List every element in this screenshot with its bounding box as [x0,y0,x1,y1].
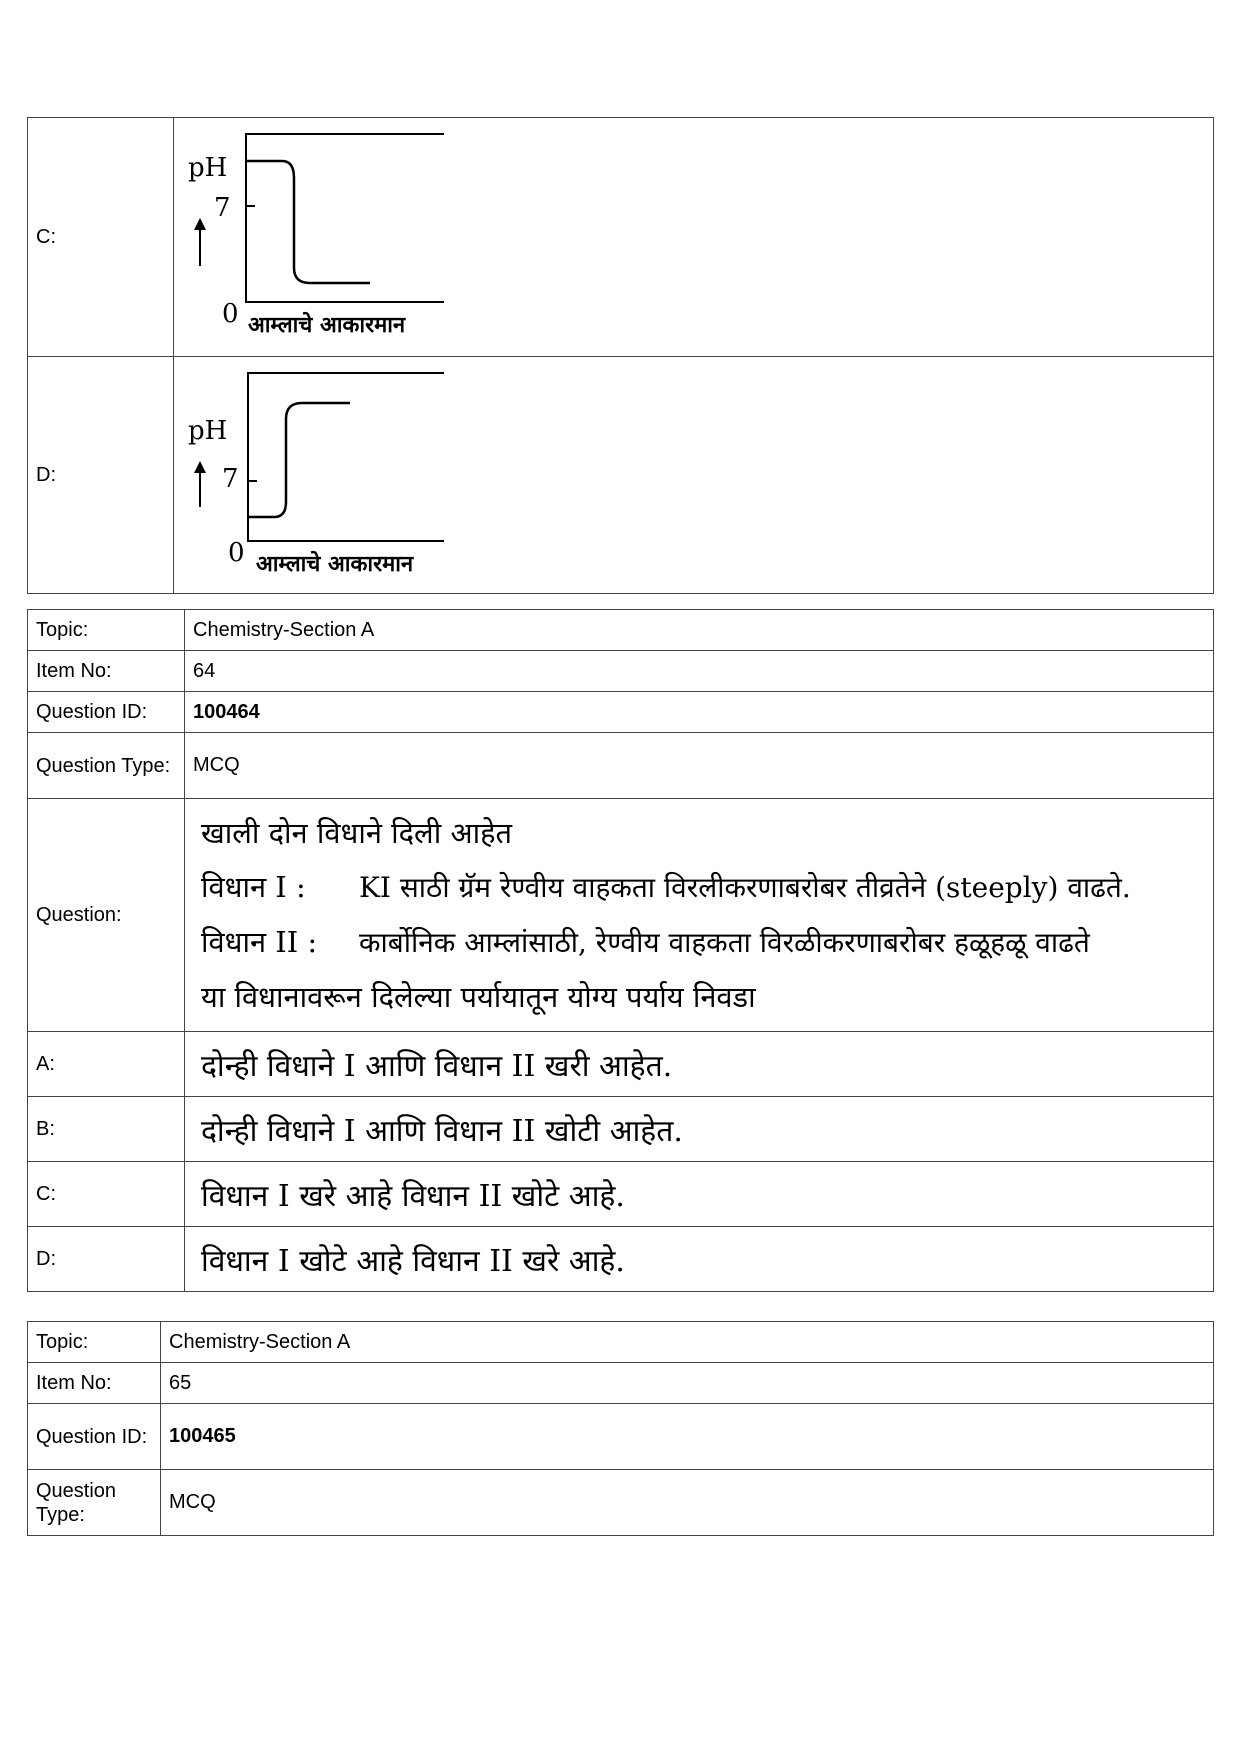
option-row [28,1227,1214,1292]
item-row [28,1363,1214,1404]
question-row [28,799,1214,1032]
ph-graph-increasing [174,357,444,587]
item-label: Item No: [28,1363,161,1404]
graph-options-table [27,117,1214,594]
graph-option-row [28,357,1214,594]
topic-value: Chemistry-Section A [185,610,1214,651]
statement-2-head: विधान II : [201,925,318,959]
option-label: A: [28,1032,185,1097]
question-type-label: Question Type: [28,1470,161,1536]
option-label: C: [28,118,174,357]
y-axis-label: pH [188,416,228,446]
graph-cell [174,357,1214,594]
option-text: विधान I खरे आहे विधान II खोटे आहे. [185,1162,1214,1227]
graph-frame [246,134,444,302]
question-id-row [28,692,1214,733]
item-row [28,651,1214,692]
x-axis-label: आम्लाचे आकारमान [248,312,406,338]
question-type-row [28,1470,1214,1536]
origin-label: 0 [222,299,239,329]
question-id-row [28,1404,1214,1470]
option-label: C: [28,1162,185,1227]
topic-value: Chemistry-Section A [161,1322,1214,1363]
item-value: 64 [185,651,1214,692]
option-row [28,1032,1214,1097]
question-intro: खाली दोन विधाने दिली आहेत [201,816,513,850]
item-label: Item No: [28,651,185,692]
question-type-value: MCQ [161,1470,1214,1536]
statement-2 [193,915,1205,970]
option-label: B: [28,1097,185,1162]
question-id-label: Question ID: [28,692,185,733]
question-64-table [27,609,1214,1292]
y-tick-label: 7 [222,464,239,494]
option-text: दोन्ही विधाने I आणि विधान II खरी आहेत. [185,1032,1214,1097]
question-id-value: 100464 [185,692,1214,733]
option-label: D: [28,357,174,594]
origin-label: 0 [228,538,245,568]
graph-option-row [28,118,1214,357]
y-axis-label: pH [188,153,228,183]
topic-row [28,1322,1214,1363]
topic-label: Topic: [28,1322,161,1363]
question-instruction: या विधानावरून दिलेल्या पर्यायातून योग्य पर्याय निवडा [201,980,756,1014]
y-tick-label: 7 [214,193,231,223]
option-row [28,1162,1214,1227]
question-type-row [28,733,1214,799]
question-label: Question: [28,799,185,1032]
question-type-value: MCQ [185,733,1214,799]
question-body [185,799,1214,1032]
ph-curve [248,403,350,517]
option-text: दोन्ही विधाने I आणि विधान II खोटी आहेत. [185,1097,1214,1162]
question-65-table [27,1321,1214,1536]
ph-graph-decreasing [174,118,444,350]
statement-1-text: KI साठी ग्रॅम रेण्वीय वाहकता विरलीकरणाबरोबर तीव्रतेने (steeply) वाढते. [359,871,1131,904]
statement-2-text: कार्बोनिक आम्लांसाठी, रेण्वीय वाहकता विरळीकरणाबरोबर हळूहळू वाढते [359,926,1090,959]
question-id-label: Question ID: [28,1404,161,1470]
statement-1-head: विधान I : [201,870,306,904]
topic-label: Topic: [28,610,185,651]
topic-row [28,610,1214,651]
option-text: विधान I खोटे आहे विधान II खरे आहे. [185,1227,1214,1292]
option-row [28,1097,1214,1162]
x-axis-label: आम्लाचे आकारमान [256,551,414,577]
question-id-value: 100465 [161,1404,1214,1470]
question-type-label: Question Type: [28,733,185,799]
graph-cell [174,118,1214,357]
option-label: D: [28,1227,185,1292]
ph-curve [246,161,370,283]
statement-1 [193,860,1205,915]
item-value: 65 [161,1363,1214,1404]
